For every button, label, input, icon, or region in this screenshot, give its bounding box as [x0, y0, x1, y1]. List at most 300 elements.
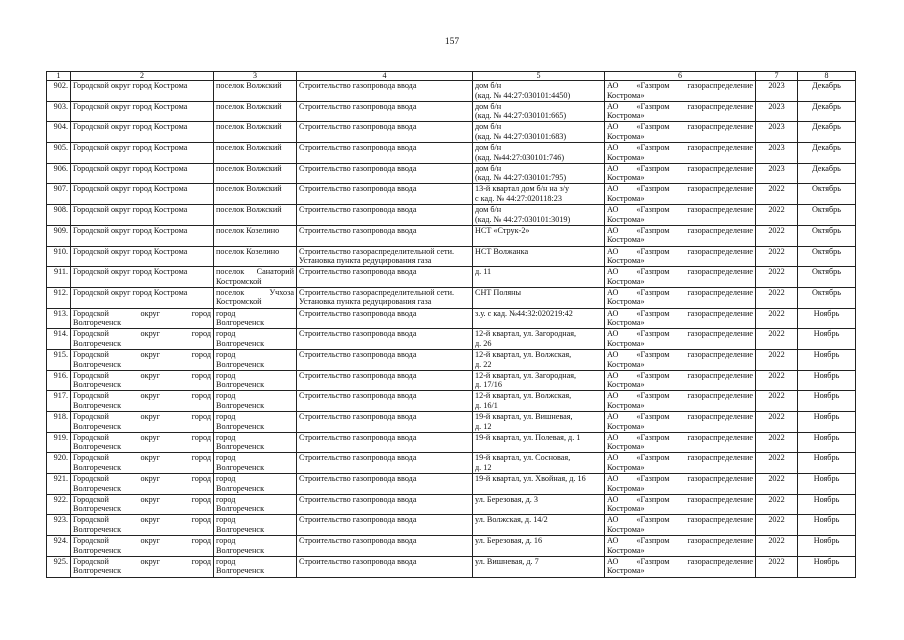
- table-row: [47, 81, 856, 102]
- district-line: Городской округ город: [73, 515, 211, 525]
- locality-cell: [214, 370, 297, 391]
- work-line: Строительство газопровода ввода: [299, 122, 417, 132]
- locality-line: поселок Волжский: [216, 122, 282, 132]
- work-type-cell: [297, 308, 473, 329]
- work-line: Строительство газопровода ввода: [299, 143, 417, 153]
- district-cell: [71, 101, 214, 122]
- locality-line: город: [216, 536, 236, 546]
- address-line: 19-й квартал, ул. Полевая, д. 1: [475, 432, 581, 442]
- locality-line: город: [216, 308, 236, 318]
- address-cell: [473, 349, 605, 370]
- year-cell: 2022: [756, 494, 798, 515]
- year-cell: 2022: [756, 370, 798, 391]
- district-line: Городской округ город Кострома: [73, 143, 188, 153]
- district-line: Городской округ город Кострома: [73, 163, 188, 173]
- locality-line: Костромской: [216, 276, 262, 286]
- org-line: Кострома»: [607, 400, 645, 410]
- address-cell: [473, 163, 605, 184]
- organization-cell: [605, 370, 756, 391]
- address-line: СНТ Поляны: [475, 287, 522, 297]
- district-cell: [71, 536, 214, 557]
- row-number-cell: 907.: [47, 184, 71, 205]
- district-cell: [71, 515, 214, 536]
- district-cell: [71, 412, 214, 433]
- month-cell: Октябрь: [798, 184, 856, 205]
- locality-cell: [214, 143, 297, 164]
- header-row: [47, 72, 856, 81]
- org-line: Кострома»: [607, 214, 645, 224]
- work-type-cell: [297, 246, 473, 267]
- work-line: Строительство газопровода ввода: [299, 205, 417, 215]
- month-cell: Ноябрь: [798, 515, 856, 536]
- district-cell: [71, 184, 214, 205]
- org-line: АО «Газпром газораспределение: [607, 556, 753, 566]
- month-cell: Октябрь: [798, 287, 856, 308]
- locality-cell: [214, 101, 297, 122]
- locality-cell: [214, 122, 297, 143]
- district-cell: [71, 349, 214, 370]
- work-type-cell: [297, 515, 473, 536]
- work-line: Строительство газораспределительной сети.: [299, 287, 455, 297]
- locality-cell: [214, 515, 297, 536]
- district-line: Городской округ город Кострома: [73, 101, 188, 111]
- work-line: Строительство газопровода ввода: [299, 225, 417, 235]
- month-cell: Октябрь: [798, 267, 856, 288]
- work-line: Установка пункта редуцирования газа: [299, 256, 432, 266]
- district-line: Городской округ город Кострома: [73, 205, 188, 215]
- row-number-cell: 917.: [47, 391, 71, 412]
- row-number-cell: 920.: [47, 453, 71, 474]
- table-row: [47, 536, 856, 557]
- address-line: дом б/н: [475, 205, 502, 215]
- locality-cell: [214, 329, 297, 350]
- locality-line: Волгореченск: [216, 566, 265, 576]
- work-line: Строительство газопровода ввода: [299, 308, 417, 318]
- work-type-cell: [297, 122, 473, 143]
- table-row: [47, 205, 856, 226]
- locality-cell: [214, 349, 297, 370]
- work-type-cell: [297, 163, 473, 184]
- month-cell: Ноябрь: [798, 556, 856, 577]
- address-line: (кад. №44:27:030101:746): [475, 152, 565, 162]
- row-number-cell: 912.: [47, 287, 71, 308]
- district-cell: [71, 267, 214, 288]
- org-line: АО «Газпром газораспределение: [607, 515, 753, 525]
- column-header: 7: [756, 72, 798, 81]
- table-row: [47, 163, 856, 184]
- month-cell: Ноябрь: [798, 370, 856, 391]
- address-cell: [473, 267, 605, 288]
- org-line: Кострома»: [607, 111, 645, 121]
- table-row: [47, 287, 856, 308]
- locality-line: поселок Волжский: [216, 163, 282, 173]
- month-cell: Октябрь: [798, 246, 856, 267]
- table-row: [47, 474, 856, 495]
- address-line: дом б/н: [475, 122, 502, 132]
- organization-cell: [605, 453, 756, 474]
- locality-line: Волгореченск: [216, 380, 265, 390]
- month-cell: Ноябрь: [798, 494, 856, 515]
- locality-cell: [214, 163, 297, 184]
- organization-cell: [605, 101, 756, 122]
- organization-cell: [605, 122, 756, 143]
- year-cell: 2022: [756, 349, 798, 370]
- address-line: дом б/н: [475, 163, 502, 173]
- org-line: АО «Газпром газораспределение: [607, 349, 753, 359]
- table-row: [47, 184, 856, 205]
- org-line: Кострома»: [607, 318, 645, 328]
- locality-line: поселок Учхоза: [216, 287, 294, 297]
- address-line: 12-й квартал, ул. Волжская,: [475, 391, 572, 401]
- address-line: з.у. с кад. №44:32:020219:42: [475, 308, 573, 318]
- locality-cell: [214, 536, 297, 557]
- year-cell: 2022: [756, 515, 798, 536]
- locality-line: Волгореченск: [216, 483, 265, 493]
- district-cell: [71, 432, 214, 453]
- organization-cell: [605, 556, 756, 577]
- district-cell: [71, 474, 214, 495]
- district-line: Волгореченск: [73, 483, 122, 493]
- org-line: АО «Газпром газораспределение: [607, 391, 753, 401]
- month-cell: Ноябрь: [798, 453, 856, 474]
- address-line: ул. Волжская, д. 14/2: [475, 515, 548, 525]
- org-line: Кострома»: [607, 442, 645, 452]
- org-line: АО «Газпром газораспределение: [607, 287, 753, 297]
- table-body: [47, 72, 856, 578]
- district-line: Городской округ город Кострома: [73, 225, 188, 235]
- table-row: [47, 412, 856, 433]
- organization-cell: [605, 287, 756, 308]
- address-line: 19-й квартал, ул. Вишневая,: [475, 412, 573, 421]
- table-row: [47, 246, 856, 267]
- table-row: [47, 453, 856, 474]
- year-cell: 2022: [756, 412, 798, 433]
- district-cell: [71, 308, 214, 329]
- table-row: [47, 329, 856, 350]
- work-type-cell: [297, 184, 473, 205]
- locality-line: Волгореченск: [216, 338, 265, 348]
- locality-cell: [214, 556, 297, 577]
- district-line: Городской округ город: [73, 349, 211, 359]
- district-line: Волгореченск: [73, 318, 122, 328]
- district-line: Волгореченск: [73, 442, 122, 452]
- district-line: Городской округ город Кострома: [73, 81, 188, 90]
- address-line: д. 26: [475, 338, 492, 348]
- district-line: Волгореченск: [73, 338, 122, 348]
- org-line: АО «Газпром газораспределение: [607, 246, 753, 256]
- locality-line: Волгореченск: [216, 359, 265, 369]
- year-cell: 2023: [756, 143, 798, 164]
- table-row: [47, 122, 856, 143]
- locality-line: город: [216, 391, 236, 401]
- work-type-cell: [297, 474, 473, 495]
- work-line: Строительство газопровода ввода: [299, 184, 417, 194]
- organization-cell: [605, 184, 756, 205]
- work-type-cell: [297, 287, 473, 308]
- work-type-cell: [297, 556, 473, 577]
- district-cell: [71, 494, 214, 515]
- org-line: Кострома»: [607, 504, 645, 514]
- table-row: [47, 515, 856, 536]
- work-type-cell: [297, 536, 473, 557]
- district-line: Городской округ город: [73, 370, 211, 380]
- table-row: [47, 370, 856, 391]
- district-line: Городской округ город Кострома: [73, 246, 188, 256]
- district-line: Городской округ город: [73, 391, 211, 401]
- org-line: Кострома»: [607, 421, 645, 431]
- org-line: АО «Газпром газораспределение: [607, 267, 753, 277]
- row-number-cell: 915.: [47, 349, 71, 370]
- work-type-cell: [297, 391, 473, 412]
- column-header: 1: [47, 72, 71, 81]
- locality-cell: [214, 494, 297, 515]
- year-cell: 2022: [756, 225, 798, 246]
- year-cell: 2022: [756, 329, 798, 350]
- address-line: д. 12: [475, 421, 492, 431]
- table-row: [47, 391, 856, 412]
- table-row: [47, 556, 856, 577]
- work-line: Строительство газопровода ввода: [299, 101, 417, 111]
- month-cell: Ноябрь: [798, 308, 856, 329]
- work-line: Строительство газопровода ввода: [299, 349, 417, 359]
- locality-line: Волгореченск: [216, 421, 265, 431]
- org-line: АО «Газпром газораспределение: [607, 308, 753, 318]
- year-cell: 2022: [756, 205, 798, 226]
- year-cell: 2022: [756, 432, 798, 453]
- district-line: Городской округ город: [73, 412, 211, 421]
- address-cell: [473, 225, 605, 246]
- table-row: [47, 494, 856, 515]
- district-line: Городской округ город: [73, 536, 211, 546]
- organization-cell: [605, 536, 756, 557]
- org-line: Кострома»: [607, 235, 645, 245]
- org-line: АО «Газпром газораспределение: [607, 143, 753, 153]
- district-cell: [71, 329, 214, 350]
- district-line: Городской округ город Кострома: [73, 267, 188, 277]
- district-cell: [71, 81, 214, 102]
- month-cell: Ноябрь: [798, 536, 856, 557]
- address-line: НСТ Волжанка: [475, 246, 529, 256]
- row-number-cell: 916.: [47, 370, 71, 391]
- organization-cell: [605, 205, 756, 226]
- address-cell: [473, 205, 605, 226]
- locality-line: Волгореченск: [216, 442, 265, 452]
- page-number: 157: [444, 37, 460, 47]
- row-number-cell: 913.: [47, 308, 71, 329]
- district-line: Городской округ город: [73, 453, 211, 463]
- year-cell: 2023: [756, 163, 798, 184]
- district-line: Волгореченск: [73, 525, 122, 535]
- district-line: Городской округ город: [73, 556, 211, 566]
- month-cell: Декабрь: [798, 163, 856, 184]
- month-cell: Ноябрь: [798, 329, 856, 350]
- table-row: [47, 432, 856, 453]
- address-line: 13-й квартал дом б/н на з/у: [475, 184, 570, 194]
- month-cell: Ноябрь: [798, 412, 856, 433]
- row-number-cell: 904.: [47, 122, 71, 143]
- locality-line: Волгореченск: [216, 318, 265, 328]
- work-type-cell: [297, 81, 473, 102]
- org-line: АО «Газпром газораспределение: [607, 81, 753, 90]
- district-line: Городской округ город: [73, 432, 211, 442]
- year-cell: 2023: [756, 101, 798, 122]
- organization-cell: [605, 163, 756, 184]
- address-line: (кад. № 44:27:030101:683): [475, 131, 567, 141]
- row-number-cell: 910.: [47, 246, 71, 267]
- work-line: Строительство газопровода ввода: [299, 453, 417, 463]
- org-line: Кострома»: [607, 152, 645, 162]
- address-line: д. 11: [475, 267, 492, 277]
- locality-cell: [214, 412, 297, 433]
- org-line: АО «Газпром газораспределение: [607, 205, 753, 215]
- locality-line: Волгореченск: [216, 400, 265, 410]
- year-cell: 2022: [756, 184, 798, 205]
- org-line: Кострома»: [607, 131, 645, 141]
- locality-line: город: [216, 474, 236, 484]
- address-line: д. 12: [475, 462, 492, 472]
- org-line: Кострома»: [607, 380, 645, 390]
- district-cell: [71, 287, 214, 308]
- address-cell: [473, 308, 605, 329]
- address-line: д. 17/16: [475, 380, 502, 390]
- district-line: Волгореченск: [73, 380, 122, 390]
- month-cell: Декабрь: [798, 81, 856, 102]
- district-line: Городской округ город: [73, 308, 211, 318]
- work-type-cell: [297, 267, 473, 288]
- column-header: 3: [214, 72, 297, 81]
- row-number-cell: 923.: [47, 515, 71, 536]
- row-number-cell: 922.: [47, 494, 71, 515]
- address-cell: [473, 287, 605, 308]
- row-number-cell: 905.: [47, 143, 71, 164]
- address-line: д. 16/1: [475, 400, 498, 410]
- org-line: АО «Газпром газораспределение: [607, 329, 753, 339]
- row-number-cell: 903.: [47, 101, 71, 122]
- address-cell: [473, 536, 605, 557]
- address-cell: [473, 184, 605, 205]
- address-cell: [473, 246, 605, 267]
- locality-cell: [214, 225, 297, 246]
- year-cell: 2022: [756, 287, 798, 308]
- org-line: Кострома»: [607, 173, 645, 183]
- address-line: 12-й квартал, ул. Волжская,: [475, 349, 572, 359]
- district-cell: [71, 246, 214, 267]
- year-cell: 2022: [756, 308, 798, 329]
- address-line: (кад. № 44:27:030101:795): [475, 173, 567, 183]
- org-line: АО «Газпром газораспределение: [607, 494, 753, 504]
- locality-cell: [214, 391, 297, 412]
- work-type-cell: [297, 205, 473, 226]
- locality-line: Костромской: [216, 297, 262, 307]
- work-type-cell: [297, 453, 473, 474]
- organization-cell: [605, 143, 756, 164]
- locality-cell: [214, 246, 297, 267]
- organization-cell: [605, 391, 756, 412]
- district-cell: [71, 453, 214, 474]
- address-line: 19-й квартал, ул. Сосновая,: [475, 453, 571, 463]
- work-type-cell: [297, 494, 473, 515]
- address-cell: [473, 391, 605, 412]
- locality-line: поселок Санаторий: [216, 267, 294, 277]
- district-line: Городской округ город Кострома: [73, 122, 188, 132]
- work-type-cell: [297, 143, 473, 164]
- address-line: НСТ «Струк-2»: [475, 225, 530, 235]
- work-line: Строительство газопровода ввода: [299, 163, 417, 173]
- locality-cell: [214, 453, 297, 474]
- locality-line: город: [216, 494, 236, 504]
- organization-cell: [605, 515, 756, 536]
- address-cell: [473, 370, 605, 391]
- org-line: Кострома»: [607, 256, 645, 266]
- organization-cell: [605, 329, 756, 350]
- month-cell: Декабрь: [798, 122, 856, 143]
- org-line: Кострома»: [607, 338, 645, 348]
- table-row: [47, 143, 856, 164]
- locality-line: поселок Волжский: [216, 205, 282, 215]
- org-line: АО «Газпром газораспределение: [607, 101, 753, 111]
- locality-line: Волгореченск: [216, 462, 265, 472]
- locality-cell: [214, 267, 297, 288]
- address-cell: [473, 81, 605, 102]
- org-line: АО «Газпром газораспределение: [607, 453, 753, 463]
- month-cell: Декабрь: [798, 101, 856, 122]
- district-cell: [71, 556, 214, 577]
- work-line: Строительство газопровода ввода: [299, 474, 417, 484]
- row-number-cell: 911.: [47, 267, 71, 288]
- district-line: Волгореченск: [73, 421, 122, 431]
- organization-cell: [605, 81, 756, 102]
- district-line: Волгореченск: [73, 462, 122, 472]
- address-line: дом б/н: [475, 143, 502, 153]
- locality-cell: [214, 287, 297, 308]
- address-line: дом б/н: [475, 81, 502, 90]
- district-line: Волгореченск: [73, 504, 122, 514]
- address-line: (кад. № 44:27:030101:4450): [475, 90, 571, 100]
- month-cell: Декабрь: [798, 143, 856, 164]
- work-line: Установка пункта редуцирования газа: [299, 297, 432, 307]
- organization-cell: [605, 246, 756, 267]
- year-cell: 2022: [756, 391, 798, 412]
- row-number-cell: 908.: [47, 205, 71, 226]
- locality-line: поселок Волжский: [216, 143, 282, 153]
- organization-cell: [605, 432, 756, 453]
- address-line: (кад. № 44:27:030101:665): [475, 111, 567, 121]
- address-line: 12-й квартал, ул. Загородная,: [475, 370, 577, 380]
- locality-line: поселок Волжский: [216, 184, 282, 194]
- org-line: Кострома»: [607, 545, 645, 555]
- locality-line: поселок Волжский: [216, 101, 282, 111]
- row-number-cell: 918.: [47, 412, 71, 433]
- month-cell: Октябрь: [798, 225, 856, 246]
- address-line: ул. Березовая, д. 3: [475, 494, 538, 504]
- row-number-cell: 902.: [47, 81, 71, 102]
- work-line: Строительство газопровода ввода: [299, 556, 417, 566]
- locality-line: город: [216, 432, 236, 442]
- locality-line: город: [216, 453, 236, 463]
- locality-line: Волгореченск: [216, 504, 265, 514]
- organization-cell: [605, 494, 756, 515]
- locality-cell: [214, 432, 297, 453]
- district-line: Городской округ город Кострома: [73, 287, 188, 297]
- organization-cell: [605, 267, 756, 288]
- month-cell: Ноябрь: [798, 391, 856, 412]
- locality-line: поселок Козелино: [216, 225, 280, 235]
- district-line: Волгореченск: [73, 359, 122, 369]
- district-line: Волгореченск: [73, 400, 122, 410]
- district-line: Волгореченск: [73, 566, 122, 576]
- address-cell: [473, 556, 605, 577]
- org-line: АО «Газпром газораспределение: [607, 432, 753, 442]
